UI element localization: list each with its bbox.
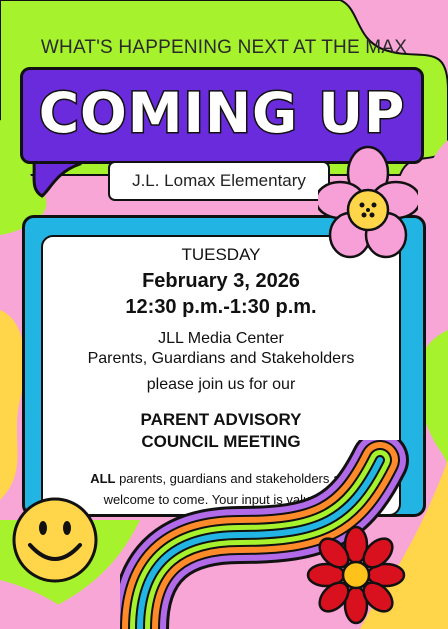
event-date: February 3, 2026 xyxy=(142,270,300,292)
event-body-bold: ALL xyxy=(90,471,116,486)
event-invite: please join us for our xyxy=(146,376,296,393)
page-title: COMING UP xyxy=(38,81,406,145)
eyebrow-heading: WHAT'S HAPPENING NEXT AT THE MAX xyxy=(40,37,408,58)
event-name-line1: PARENT ADVISORY xyxy=(140,410,302,429)
flower-icon xyxy=(306,525,406,625)
event-day: TUESDAY xyxy=(181,245,261,264)
school-name-tag: J.L. Lomax Elementary xyxy=(108,161,330,201)
event-time: 12:30 p.m.-1:30 p.m. xyxy=(125,296,317,318)
event-name-line2: COUNCIL MEETING xyxy=(141,432,301,451)
event-body-line2: welcome to come. Your input is valuable. xyxy=(103,492,339,507)
flower-icon xyxy=(318,145,418,265)
event-body-rest: parents, guardians and stakeholders are xyxy=(115,471,352,486)
event-audience: Parents, Guardians and Stakeholders xyxy=(87,350,355,367)
event-location: JLL Media Center xyxy=(158,330,284,347)
smiley-face-icon xyxy=(10,495,100,585)
